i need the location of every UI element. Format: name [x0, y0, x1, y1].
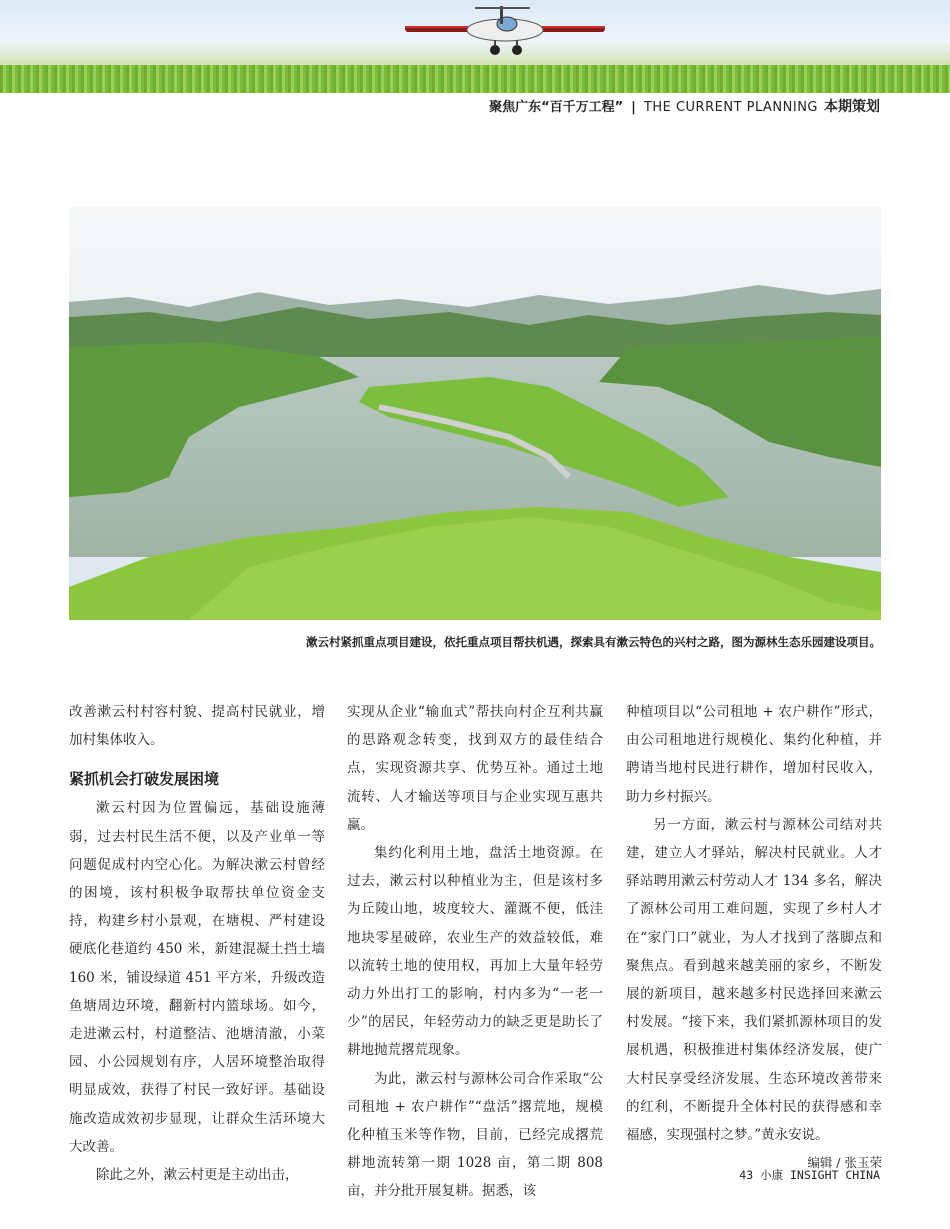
column-title-cn: 本期策划: [824, 99, 880, 115]
photo-caption: 漱云村紧抓重点项目建设，依托重点项目帮扶机遇，探索具有漱云特色的兴村之路，图为源林生态乐园建设项目。: [306, 635, 881, 649]
article-column-1: [69, 698, 325, 1189]
paragraph: 种植项目以“公司租地 + 农户耕作”形式，由公司租地进行规模化、集约化种植，并聘请当地村民进行耕作，增加村民收入，助力乡村振兴。: [626, 704, 882, 805]
running-header: [489, 96, 880, 116]
article-column-3: [626, 698, 882, 1177]
paragraph: 集约化利用土地，盘活土地资源。在过去，漱云村以种植业为主，但是该村多为丘陵山地，坡度较大、灌溉不便，低洼地块零星破碎，农业生产的效益较低，难以流转土地的使用权，再加上大量年轻劳动力外出打工的影响，村内多为“一老一少”的居民，年轻劳动力的缺乏更是助长了耕地抛荒撂荒现象。: [347, 845, 603, 1059]
page-footer: 43 小康 INSIGHT CHINA: [739, 1168, 880, 1182]
lake-island-photo: [69, 207, 881, 620]
section-title-cn: 聚焦广东“百千万工程”: [489, 100, 624, 115]
crop-duster-plane-illustration: [395, 2, 615, 62]
paragraph: 漱云村因为位置偏远，基础设施薄弱，过去村民生活不便，以及产业单一等问题促成村内空心化。为解决漱云村曾经的困境，该村积极争取帮扶单位资金支持，构建乡村小景观，在塘梘、严村建设硬底化巷道约 450 米，新建混凝土挡土墙 160 米，铺设绿道 451 平方米，升级改造鱼塘周边环境，翻新村内篮球场。如今，走进漱云村，村道整洁、池塘清澈，小菜园、小公园规划有序，人居环境整治取得明显成效，获得了村民一致好评。基础设施改造成效初步显现，让群众生活环境大大改善。: [69, 800, 325, 1155]
header-separator: |: [631, 100, 636, 115]
paragraph: 另一方面，漱云村与源林公司结对共建，建立人才驿站，解决村民就业。人才驿站聘用漱云村劳动人才 134 多名，解决了源林公司用工难问题，实现了乡村人才在“家门口”就业，为人才找到了落脚点和聚焦点。看到越来越美丽的家乡，不断发展的新项目，越来越多村民选择回来漱云村发展。“接下来，我们紧抓源林项目的发展机遇，积极推进村集体经济发展，使广大村民享受经济发展、生态环境改善带来的红利，不断提升全体村民的获得感和幸福感，实现强村之梦。”黄永安说。: [626, 816, 882, 1144]
paragraph: 改善漱云村村容村貌、提高村民就业，增加村集体收入。: [69, 704, 325, 749]
paragraph: 除此之外，漱云村更是主动出击，: [96, 1167, 299, 1184]
top-banner: [0, 0, 950, 93]
paragraph: 为此，漱云村与源林公司合作采取“公司租地 + 农户耕作”“盘活”撂荒地，规模化种植玉米等作物，目前，已经完成撂荒耕地流转第一期 1028 亩，第二期 808 亩，并分批开展复耕。据悉，该: [347, 1070, 603, 1200]
section-title-en: THE CURRENT PLANNING: [643, 100, 818, 115]
article-column-2: [347, 698, 603, 1206]
grass-strip: [0, 65, 950, 93]
editor-credit: 编辑 / 张玉荣: [807, 1155, 882, 1171]
section-heading: 紧抓机会打破发展困境: [69, 770, 220, 789]
paragraph: 实现从企业“输血式”帮扶向村企互利共赢的思路观念转变，找到双方的最佳结合点，实现资源共享、优势互补。通过土地流转、人才输送等项目与企业实现互惠共赢。: [347, 704, 603, 833]
